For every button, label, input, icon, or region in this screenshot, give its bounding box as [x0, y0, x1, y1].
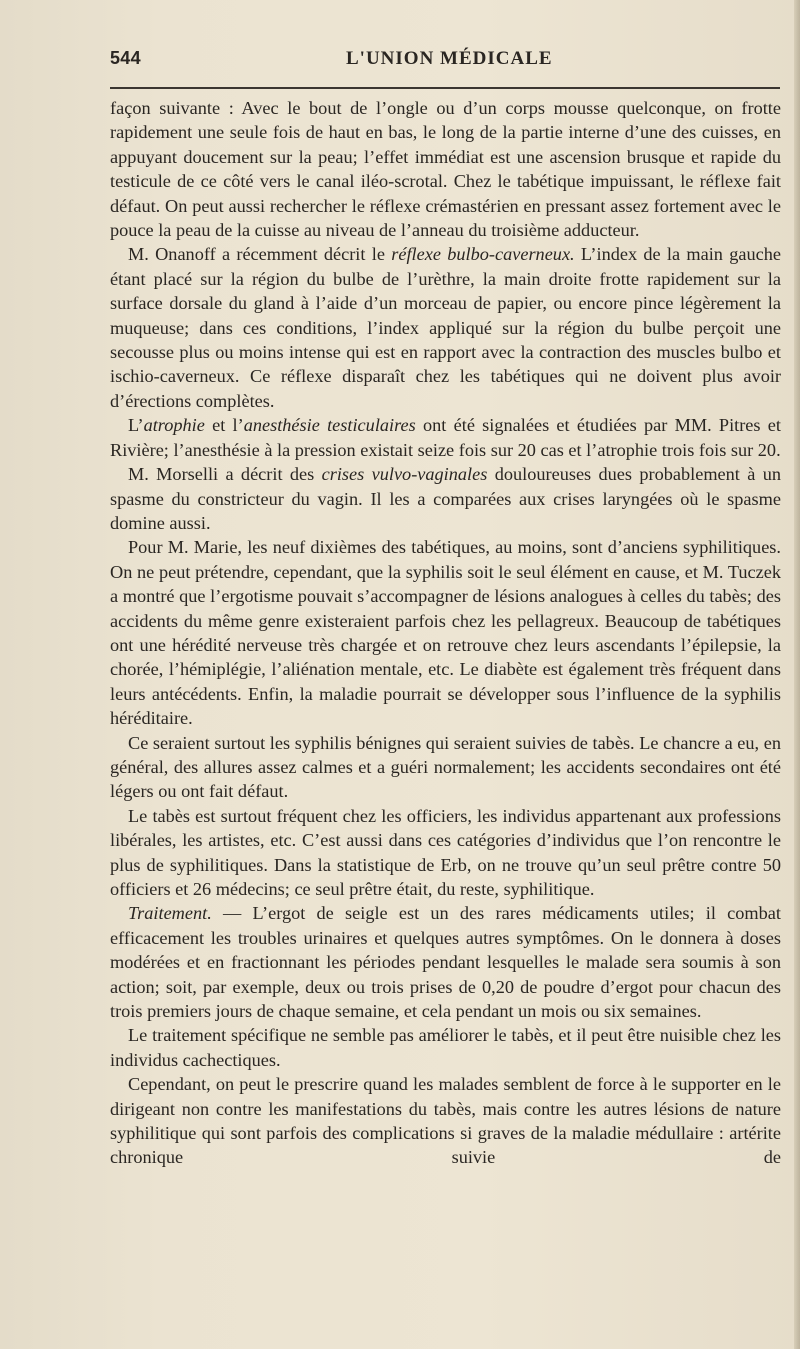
paragraph-atrophie: [110, 413, 781, 462]
paragraph-text: L’: [128, 415, 144, 436]
paragraph-crises-vulvo-vaginales: [110, 462, 781, 535]
paragraph-text: Pour M. Marie, les neuf dixièmes des tabétiques, au moins, sont d’anciens syphilitiques. On ne peut prétendre, cependant, que la syphilis soit le seul élément en cause, et M. Tuczek a montré que l’ergotisme pouvait s’accompagner de lésions analogues à celles du tabès; des accidents du même genre existeraient parfois chez les pellagreux. Beaucoup de tabétiques ont une hérédité nerveuse très chargée et on retrouve chez leurs ascendants l’épilepsie, la chorée, l’hémiplégie, l’aliénation mentale, etc. Le diabète est également très fréquent dans leurs antécédents. Enfin, la maladie pourrait se développer sous l’influence de la syphilis héréditaire.: [110, 537, 781, 729]
paragraph-etiologie: [110, 535, 781, 730]
running-title: L'UNION MÉDICALE: [346, 48, 553, 69]
paragraph-text: Ce seraient surtout les syphilis bénignes qui seraient suivies de tabès. Le chancre a eu, en général, des allures assez calmes et a guéri normalement; les accidents secondaires ont été légers ou ont fait défaut.: [110, 732, 781, 802]
paragraph-text: Le tabès est surtout fréquent chez les officiers, les individus appartenant aux professions libérales, les artistes, etc. C’est aussi dans ces catégories d’individus que l’on rencontre le plus de syphilitiques. Dans la statistique de Erb, on ne trouve qu’un seul prêtre contre 50 officiers et 26 médecins; ce seul prêtre était, du reste, syphilitique.: [110, 805, 781, 899]
paragraph-text: L’index de la main gauche étant placé sur la région du bulbe de l’urèthre, la main droite frotte rapidement sur la surface dorsale du gland à l’aide d’un morceau de papier, ou encore pince légèrement la muqueuse; dans ces conditions, l’index appliqué sur la région du bulbe perçoit une secousse plus ou moins intense qui est en rapport avec la contraction des muscles bulbo et ischio-caverneux. Ce réflexe disparaît chez les tabétiques qui ne doivent plus avoir d’érections complètes.: [110, 244, 781, 411]
paragraph-text: M. Onanoff a récemment décrit le: [128, 244, 392, 265]
section-heading: Traitement.: [128, 903, 212, 924]
paragraph-text: et l’: [204, 415, 244, 436]
paragraph-text: ont été signalées et étudiées par MM. Pitres et Rivière; l’anesthésie à la pression existait seize fois sur 20 cas et l’atrophie trois fois sur 20.: [110, 415, 781, 460]
paragraph-text: façon suivante : Avec le bout de l’ongle ou d’un corps mousse quelconque, on frotte rapidement une seule fois de haut en bas, le long de la partie interne d’une des cuisses, en appuyant doucement sur la peau; l’effet immédiat est une ascension brusque et rapide du testicule de ce côté vers le canal iléo-scrotal. Chez le tabétique impuissant, le réflexe fait défaut. On peut aussi rechercher le réflexe crémastérien en pressant assez fortement avec le pouce la peau de la cuisse au niveau de l’anneau du troisième adducteur.: [110, 98, 781, 241]
paragraph-syphilis-benignes: [110, 731, 781, 804]
paragraph-traitement-specifique: [110, 1023, 781, 1072]
italic-term: anesthésie testiculaires: [243, 415, 416, 436]
paragraph-reflexe-bulbo-caverneux: [110, 242, 781, 413]
paragraph-text: — L’ergot de seigle est un des rares médicaments utiles; il combat efficacement les troubles urinaires et quelques autres symptômes. On le donnera à doses modérées et en fractionnant les périodes pendant lesquelles le malade sera soumis à son action; soit, par exemple, deux ou trois prises de 0,20 de poudre d’ergot pour chacun des trois premiers jours de chaque semaine, et cela pendant un mois ou six semaines.: [110, 903, 781, 1022]
paragraph-text: M. Morselli a décrit des: [128, 464, 322, 485]
paragraph-text: Le traitement spécifique ne semble pas améliorer le tabès, et il peut être nuisible chez les individus cachectiques.: [110, 1025, 781, 1070]
header-rule: [110, 87, 780, 89]
paragraph-prescription: [110, 1072, 781, 1170]
body-text: [110, 96, 781, 1170]
paragraph-reflexe-cremasterien: [110, 96, 781, 242]
running-header: [110, 48, 780, 78]
paragraph-traitement: [110, 901, 781, 1023]
italic-term: réflexe bulbo-caverneux.: [391, 244, 575, 265]
italic-term: atrophie: [143, 415, 205, 436]
paragraph-text: douloureuses dues probablement à un spasme du constricteur du vagin. Il les a comparées aux crises laryngées où le spasme domine aussi.: [110, 464, 781, 533]
page-edge-shadow: [794, 0, 800, 1349]
page-number: 544: [110, 48, 141, 68]
paragraph-text: Cependant, on peut le prescrire quand les malades semblent de force à le supporter en le dirigeant non contre les manifestations du tabès, mais contre les autres lésions de nature syphilitique qui sont parfois des complications si graves de la maladie médullaire : artérite chronique suivie de: [110, 1074, 781, 1168]
italic-term: crises vulvo-vaginales: [321, 464, 488, 485]
paragraph-professions: [110, 804, 781, 902]
